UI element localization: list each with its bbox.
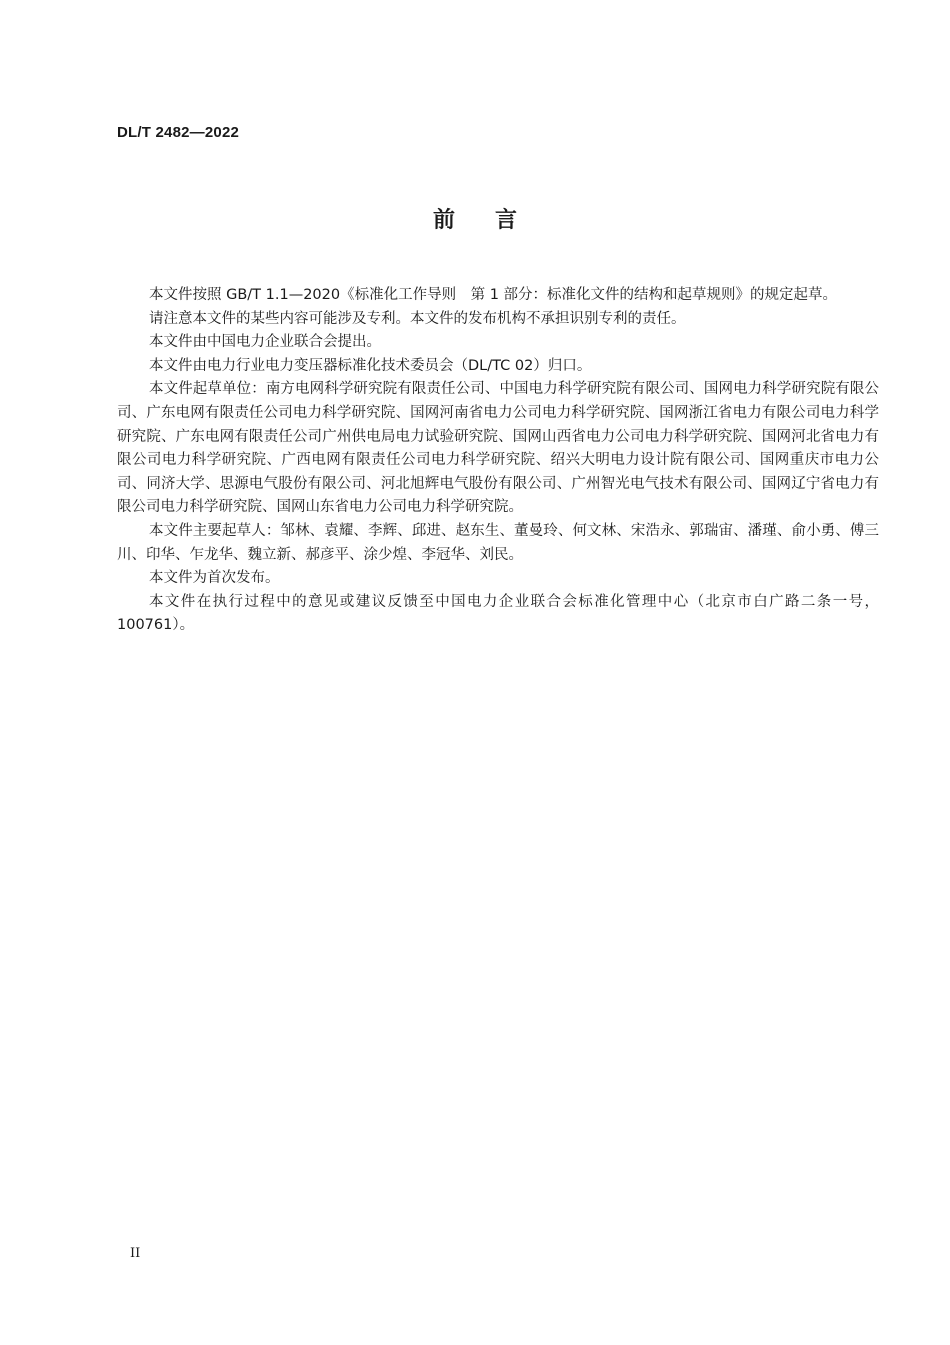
paragraph-patent-notice: 请注意本文件的某些内容可能涉及专利。本文件的发布机构不承担识别专利的责任。 — [149, 310, 686, 327]
section-title: 前言 — [432, 208, 557, 233]
paragraph-first-release: 本文件为首次发布。 — [149, 570, 280, 587]
paragraph-technical-committee: 本文件由电力行业电力变压器标准化技术委员会（DL/TC 02）归口。 — [149, 357, 592, 374]
page-number: II — [130, 1246, 141, 1261]
document-code: DL/T 2482—2022 — [117, 124, 240, 141]
paragraph-drafting-rules: 本文件按照 GB/T 1.1—2020《标准化工作导则 第 1 部分：标准化文件的结构和起草规则》的规定起草。 — [149, 287, 838, 303]
paragraph-proposer: 本文件由中国电力企业联合会提出。 — [149, 334, 381, 351]
paragraph-main-drafters: 本文件主要起草人：邹林、袁耀、李辉、邱进、赵东生、董曼玲、何文林、宋浩永、郭瑞宙、潘瑾、俞小勇、傅三川、印华、乍龙华、魏立新、郝彦平、涂少煌、李冠华、刘民。 — [117, 522, 879, 563]
foreword-body — [117, 284, 879, 638]
paragraph-drafting-units: 本文件起草单位：南方电网科学研究院有限责任公司、中国电力科学研究院有限公司、国网电力科学研究院有限公司、广东电网有限责任公司电力科学研究院、国网河南省电力公司电力科学研究院、国网浙江省电力有限公司电力科学研究院、广东电网有限责任公司广州供电局电力试验研究院、国网山西省电力公司电力科学研究院、国网河北省电力有限公司电力科学研究院、广西电网有限责任公司电力科学研究院、绍兴大明电力设计院有限公司、国网重庆市电力公司、同济大学、思源电气股份有限公司、河北旭辉电气股份有限公司、广州智光电气技术有限公司、国网辽宁省电力有限公司电力科学研究院、国网山东省电力公司电力科学研究院。 — [117, 381, 879, 516]
paragraph-feedback: 本文件在执行过程中的意见或建议反馈至中国电力企业联合会标准化管理中心（北京市白广路二条一号，100761）。 — [117, 593, 879, 634]
